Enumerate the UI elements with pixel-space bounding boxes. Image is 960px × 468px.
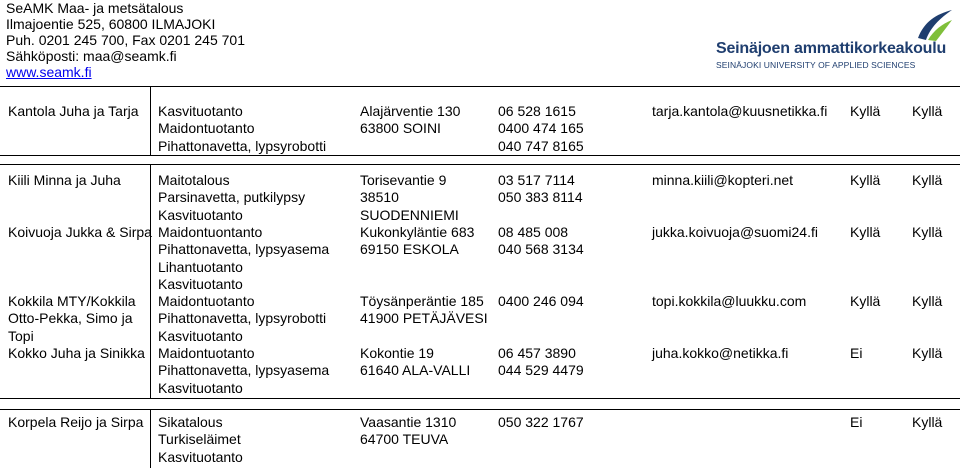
production-type: Maidontuotanto Pihattonavetta, lypsyrobotti Kasvituotanto (158, 293, 327, 344)
contact-header (6, 0, 366, 80)
yes-no-col6: Kyllä (850, 224, 881, 240)
farm-email[interactable]: jukka.koivuoja@suomi24.fi (652, 224, 818, 240)
logo-name: Seinäjoen ammattikorkeakoulu (716, 40, 947, 57)
org-phone: Puh. 0201 245 700, Fax 0201 245 701 (6, 32, 245, 48)
production-type: Maidontuontanto Pihattonavetta, lypsyasema Lihantuotanto Kasvituotanto (158, 224, 330, 292)
farm-address: Torisevantie 9 38510 SUODENNIEMI (360, 172, 459, 223)
table-rule (0, 409, 960, 410)
production-type: Maidontuotanto Pihattonavetta, lypsyasema Kasvituotanto (158, 345, 330, 396)
farm-name: Korpela Reijo ja Sirpa (8, 414, 144, 430)
yes-no-col7: Kyllä (912, 103, 943, 119)
farm-phone: 06 528 1615 0400 474 165 040 747 8165 (498, 103, 584, 154)
yes-no-col7: Kyllä (912, 172, 943, 188)
yes-no-col6: Kyllä (850, 172, 881, 188)
farm-address: Kokontie 19 61640 ALA-VALLI (360, 345, 471, 379)
production-type: Maitotalous Parsinavetta, putkilypsy Kasvituotanto (158, 172, 306, 223)
farm-name: Kokkila MTY/Kokkila Otto-Pekka, Simo ja Topi (8, 293, 136, 344)
farm-email[interactable]: minna.kiili@kopteri.net (652, 172, 794, 188)
yes-no-col6: Kyllä (850, 103, 881, 119)
farm-phone: 03 517 7114 050 383 8114 (498, 172, 583, 206)
farm-phone: 0400 246 094 (498, 293, 584, 309)
yes-no-col7: Kyllä (912, 224, 943, 240)
yes-no-col6: Ei (850, 414, 863, 430)
production-type: Kasvituotanto Maidontuotanto Pihattonavetta, lypsyrobotti (158, 103, 327, 154)
org-email: Sähköposti: maa@seamk.fi (6, 48, 177, 64)
org-address: Ilmajoentie 525, 60800 ILMAJOKI (6, 16, 216, 32)
farm-phone: 08 485 008 040 568 3134 (498, 224, 584, 258)
farm-phone: 050 322 1767 (498, 414, 584, 430)
yes-no-col6: Kyllä (850, 293, 881, 309)
farm-address: Vaasantie 1310 64700 TEUVA (360, 414, 457, 448)
production-type: Sikatalous Turkiseläimet Kasvituotanto (158, 414, 243, 465)
farm-phone: 06 457 3890 044 529 4479 (498, 345, 584, 379)
farm-name: Kantola Juha ja Tarja (8, 103, 139, 119)
yes-no-col6: Ei (850, 345, 863, 361)
seamk-logo (716, 8, 956, 70)
farm-name: Kokko Juha ja Sinikka (8, 345, 145, 361)
column-divider (150, 86, 151, 155)
farm-email[interactable]: tarja.kantola@kuusnetikka.fi (652, 103, 828, 119)
farm-name: Koivuoja Jukka & Sirpa (8, 224, 152, 240)
table-rule (0, 164, 960, 165)
website-link[interactable]: www.seamk.fi (6, 64, 92, 80)
yes-no-col7: Kyllä (912, 414, 943, 430)
logo-subtitle: SEINÄJOKI UNIVERSITY OF APPLIED SCIENCES (716, 60, 916, 70)
farm-name: Kiili Minna ja Juha (8, 172, 121, 188)
org-name: SeAMK Maa- ja metsätalous (6, 0, 184, 16)
table-rule (0, 155, 960, 156)
farm-email[interactable]: juha.kokko@netikka.fi (652, 345, 789, 361)
column-divider (150, 164, 151, 398)
farm-address: Töysänperäntie 185 41900 PETÄJÄVESI (360, 293, 488, 327)
farm-address: Kukonkyläntie 683 69150 ESKOLA (360, 224, 475, 258)
farm-address: Alajärventie 130 63800 SOINI (360, 103, 461, 137)
yes-no-col7: Kyllä (912, 345, 943, 361)
yes-no-col7: Kyllä (912, 293, 943, 309)
table-rule (0, 398, 960, 399)
seamk-swoosh-icon (914, 8, 954, 42)
table-rule-top (0, 86, 960, 87)
farm-email[interactable]: topi.kokkila@luukku.com (652, 293, 807, 309)
column-divider (150, 409, 151, 468)
